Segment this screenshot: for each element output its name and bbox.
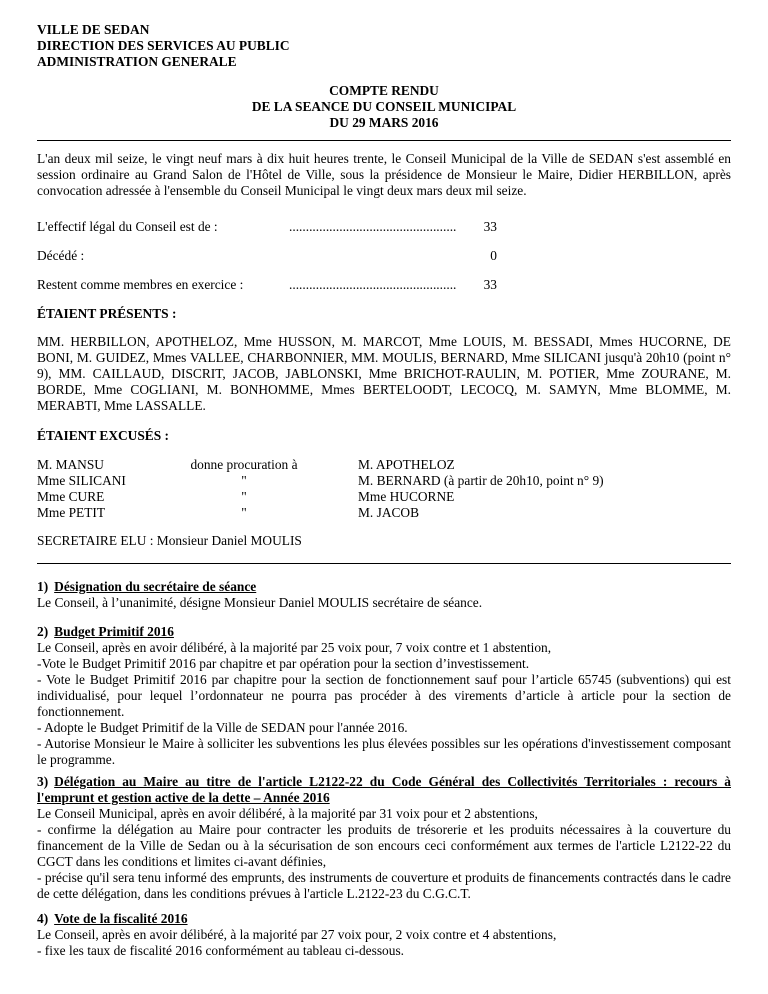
- secretaire-line: SECRETAIRE ELU : Monsieur Daniel MOULIS: [37, 533, 302, 548]
- item-title: Désignation du secrétaire de séance: [54, 579, 257, 594]
- excuses-heading: ÉTAIENT EXCUSÉS :: [37, 428, 169, 443]
- decede-value: 0: [490, 248, 497, 263]
- intro-paragraph: L'an deux mil seize, le vingt neuf mars à dix huit heures trente, le Conseil Municipal de la Ville de SEDAN s'est assemblé en session ordinaire au Grand Salon de l'Hôtel de Ville, sous la présidence de Monsieur le Maire, Didier HERBILLON, après convocation adressée à l'ensemble du Conseil Municipal le vingt deux mars deux mil seize.: [37, 151, 731, 198]
- excuse-proxy: M. JACOB: [358, 505, 420, 520]
- header-administration: ADMINISTRATION GENERALE: [37, 54, 237, 69]
- title-line-2: DE LA SEANCE DU CONSEIL MUNICIPAL: [251, 99, 517, 114]
- exercice-row: [37, 277, 497, 293]
- decede-label: Décédé :: [37, 248, 85, 263]
- presents-list: MM. HERBILLON, APOTHELOZ, Mme HUSSON, M. MARCOT, Mme LOUIS, M. BESSADI, Mmes HUCORNE, DE BONI, M. GUIDEZ, Mmes VALLEE, CHARBONNIER, MM. MOULIS, BERNARD, Mme SILICANI jusqu'à 20h10 (point n° 9), MM. CAILLAUD, DISCRIT, JACOB, JABLONSKI, Mme BRICHOT-RAULIN, M. POTIER, Mme ZOURANE, M. BORDE, Mme COGLIANI, M. BONHOMME, Mmes BERTELOODT, LECOCQ, M. SAMYN, Mme BLOMME, M. MERABTI, Mme LASSALLE.: [37, 334, 731, 413]
- item-line: - fixe les taux de fiscalité 2016 conformément au tableau ci-dessous.: [37, 943, 405, 958]
- excuse-member: Mme PETIT: [37, 505, 106, 520]
- excuse-action: ": [241, 489, 247, 504]
- item-title: Budget Primitif 2016: [54, 624, 174, 639]
- item-line: - Adopte le Budget Primitif de la Ville de SEDAN pour l'année 2016.: [37, 720, 408, 735]
- item-line: Le Conseil, après en avoir délibéré, à la majorité par 25 voix pour, 7 voix contre et 1 abstention,: [37, 640, 552, 655]
- agenda-item-1: [37, 579, 731, 611]
- item-title: Délégation au Maire au titre de l'article L2122-22 du Code Général des Collectivités Territoriales : recours à l'emprunt et gestion active de la dette – Année 2016: [37, 774, 731, 805]
- agenda-item-3: [37, 774, 731, 902]
- item-line: Le Conseil Municipal, après en avoir délibéré, à la majorité par 31 voix pour et 2 abstentions,: [37, 806, 538, 821]
- excuse-member: Mme CURE: [37, 489, 105, 504]
- exercice-label: Restent comme membres en exercice :: [37, 277, 244, 292]
- item-number: 4): [37, 911, 49, 926]
- effectif-legal-value: 33: [483, 219, 497, 234]
- divider-top: [37, 140, 731, 141]
- item-line: - confirme la délégation au Maire pour contracter les produits de trésorerie et les produits nécessaires à la couverture du financement de la Ville de Sedan ou à la sécurisation de son encours ceci conformément aux termes de l'article L2122-22 du CGCT dans les conditions et limites ci-avant définies,: [37, 822, 731, 869]
- item-heading: [37, 911, 731, 927]
- item-line: - Vote le Budget Primitif 2016 par chapitre pour la section de fonctionnement sauf pour l’article 65745 (subventions) qui est individualisé, pour lequel l’ordonnateur ne pourra pas procéder à des virements d’article à article pour la section de fonctionnement.: [37, 672, 731, 719]
- presents-heading: ÉTAIENT PRÉSENTS :: [37, 306, 177, 321]
- agenda-item-4: [37, 911, 731, 959]
- header-city: VILLE DE SEDAN: [37, 22, 150, 37]
- document-title: [0, 83, 768, 131]
- divider-bottom: [37, 563, 731, 564]
- effectif-legal-row: [37, 219, 497, 235]
- excuse-proxy: M. BERNARD (à partir de 20h10, point n° 9): [358, 473, 604, 488]
- item-line: -Vote le Budget Primitif 2016 par chapitre et par opération pour la section d’investissement.: [37, 656, 530, 671]
- agenda-item-2: [37, 624, 731, 768]
- item-line: - Autorise Monsieur le Maire à solliciter les subventions les plus élevées possibles sur les opérations d'investissement composant le programme.: [37, 736, 731, 767]
- exercice-value: 33: [483, 277, 497, 292]
- exercice-leader: ..................................................: [289, 277, 457, 292]
- excuse-row: [37, 505, 731, 521]
- excuse-member: M. MANSU: [37, 457, 104, 472]
- excuse-member: Mme SILICANI: [37, 473, 126, 488]
- excuse-action: ": [241, 473, 247, 488]
- item-body: Le Conseil, à l’unanimité, désigne Monsieur Daniel MOULIS secrétaire de séance.: [37, 595, 483, 610]
- excuse-action: donne procuration à: [190, 457, 298, 472]
- item-heading: [37, 579, 731, 595]
- item-number: 1): [37, 579, 49, 594]
- decede-row: [37, 248, 497, 264]
- excuse-proxy: Mme HUCORNE: [358, 489, 455, 504]
- excuse-proxy: M. APOTHELOZ: [358, 457, 455, 472]
- item-title: Vote de la fiscalité 2016: [54, 911, 188, 926]
- item-heading: [37, 624, 731, 640]
- title-line-3: DU 29 MARS 2016: [329, 115, 439, 130]
- header-direction: DIRECTION DES SERVICES AU PUBLIC: [37, 38, 290, 53]
- item-line: Le Conseil, après en avoir délibéré, à la majorité par 27 voix pour, 2 voix contre et 4 abstentions,: [37, 927, 557, 942]
- item-heading: [37, 774, 731, 806]
- issuer-header: [37, 22, 731, 70]
- excuse-row: [37, 457, 731, 473]
- excuse-action: ": [241, 505, 247, 520]
- excuse-row: [37, 473, 731, 489]
- item-number: 3): [37, 774, 49, 789]
- effectif-legal-label: L'effectif légal du Conseil est de :: [37, 219, 218, 234]
- item-line: - précise qu'il sera tenu informé des emprunts, des instruments de couverture et produits de financements contractés dans le cadre de cette délégation, dans les conditions prévues à l'article L.2122-23 du C.G.C.T.: [37, 870, 731, 901]
- effectif-legal-leader: ..................................................: [289, 219, 457, 234]
- excuse-row: [37, 489, 731, 505]
- item-number: 2): [37, 624, 49, 639]
- title-line-1: COMPTE RENDU: [329, 83, 439, 98]
